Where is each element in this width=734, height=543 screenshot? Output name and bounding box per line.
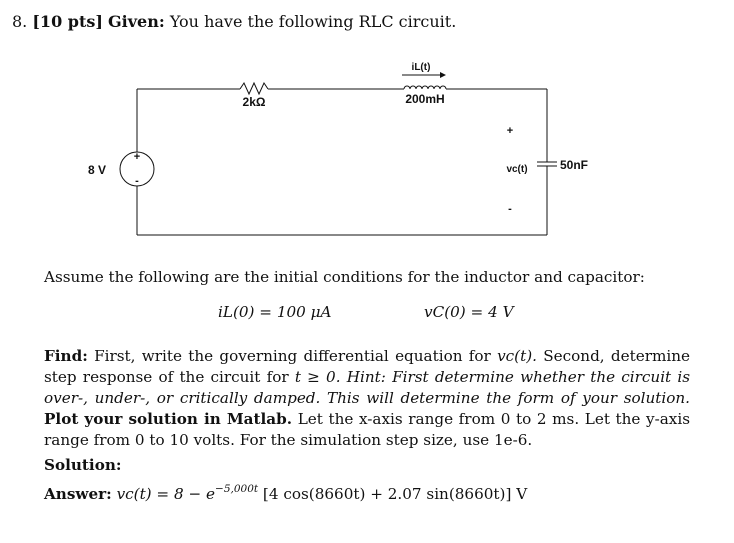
capacitor-voltage-label: vc(t) bbox=[506, 164, 528, 175]
current-arrow-head bbox=[440, 72, 446, 78]
initial-condition-inductor: iL(0) = 100 μA bbox=[218, 303, 332, 321]
assume-paragraph: Assume the following are the initial conditions for the inductor and capacitor: bbox=[44, 268, 645, 286]
find-sentence-1: First, write the governing differential equation for bbox=[94, 347, 491, 365]
given-label: Given: bbox=[108, 12, 165, 31]
question-points: [10 pts] bbox=[32, 12, 103, 31]
source-plus-sign: + bbox=[133, 151, 141, 163]
question-number: 8. bbox=[12, 12, 28, 31]
find-label: Find: bbox=[44, 347, 88, 365]
given-text: You have the following RLC circuit. bbox=[169, 12, 457, 31]
capacitor-minus-sign: - bbox=[508, 203, 512, 215]
answer-lhs: vc(t) = 8 − e bbox=[116, 485, 216, 503]
resistor-symbol bbox=[240, 83, 268, 94]
answer-line bbox=[44, 483, 527, 503]
answer-exponent: −5,000t bbox=[215, 483, 259, 495]
find-sentence-2: Second, determine step response of the circuit for bbox=[44, 347, 690, 386]
answer-label: Answer: bbox=[44, 485, 112, 503]
inductor-label: 200mH bbox=[405, 92, 445, 106]
capacitor-label: 50nF bbox=[560, 158, 589, 172]
solution-label: Solution: bbox=[44, 456, 122, 474]
capacitor-plus-sign: + bbox=[506, 125, 514, 137]
find-variable: vc(t). bbox=[497, 347, 537, 365]
initial-condition-capacitor: vC(0) = 4 V bbox=[424, 303, 514, 321]
inductor-symbol bbox=[404, 86, 446, 89]
answer-rhs: [4 cos(8660t) + 2.07 sin(8660t)] V bbox=[262, 485, 528, 503]
source-voltage-label: 8 V bbox=[88, 163, 107, 177]
resistor-label: 2kΩ bbox=[242, 95, 266, 109]
find-paragraph bbox=[44, 346, 690, 451]
find-plot-instruction: Plot your solution in Matlab. bbox=[44, 410, 293, 428]
find-hint: Hint: First determine whether the circuit is over-, under-, or critically damped. This will determine the form of your solution. bbox=[44, 368, 691, 407]
rlc-circuit-diagram bbox=[0, 0, 734, 260]
find-condition: t ≥ 0. bbox=[294, 368, 341, 386]
find-sentence-3: Let the x-axis range from 0 to 2 ms. Let the y-axis range from 0 to 10 volts. For the simulation step size, use 1e-6. bbox=[44, 410, 691, 449]
source-minus-sign: - bbox=[135, 175, 139, 187]
current-label: iL(t) bbox=[411, 62, 431, 73]
